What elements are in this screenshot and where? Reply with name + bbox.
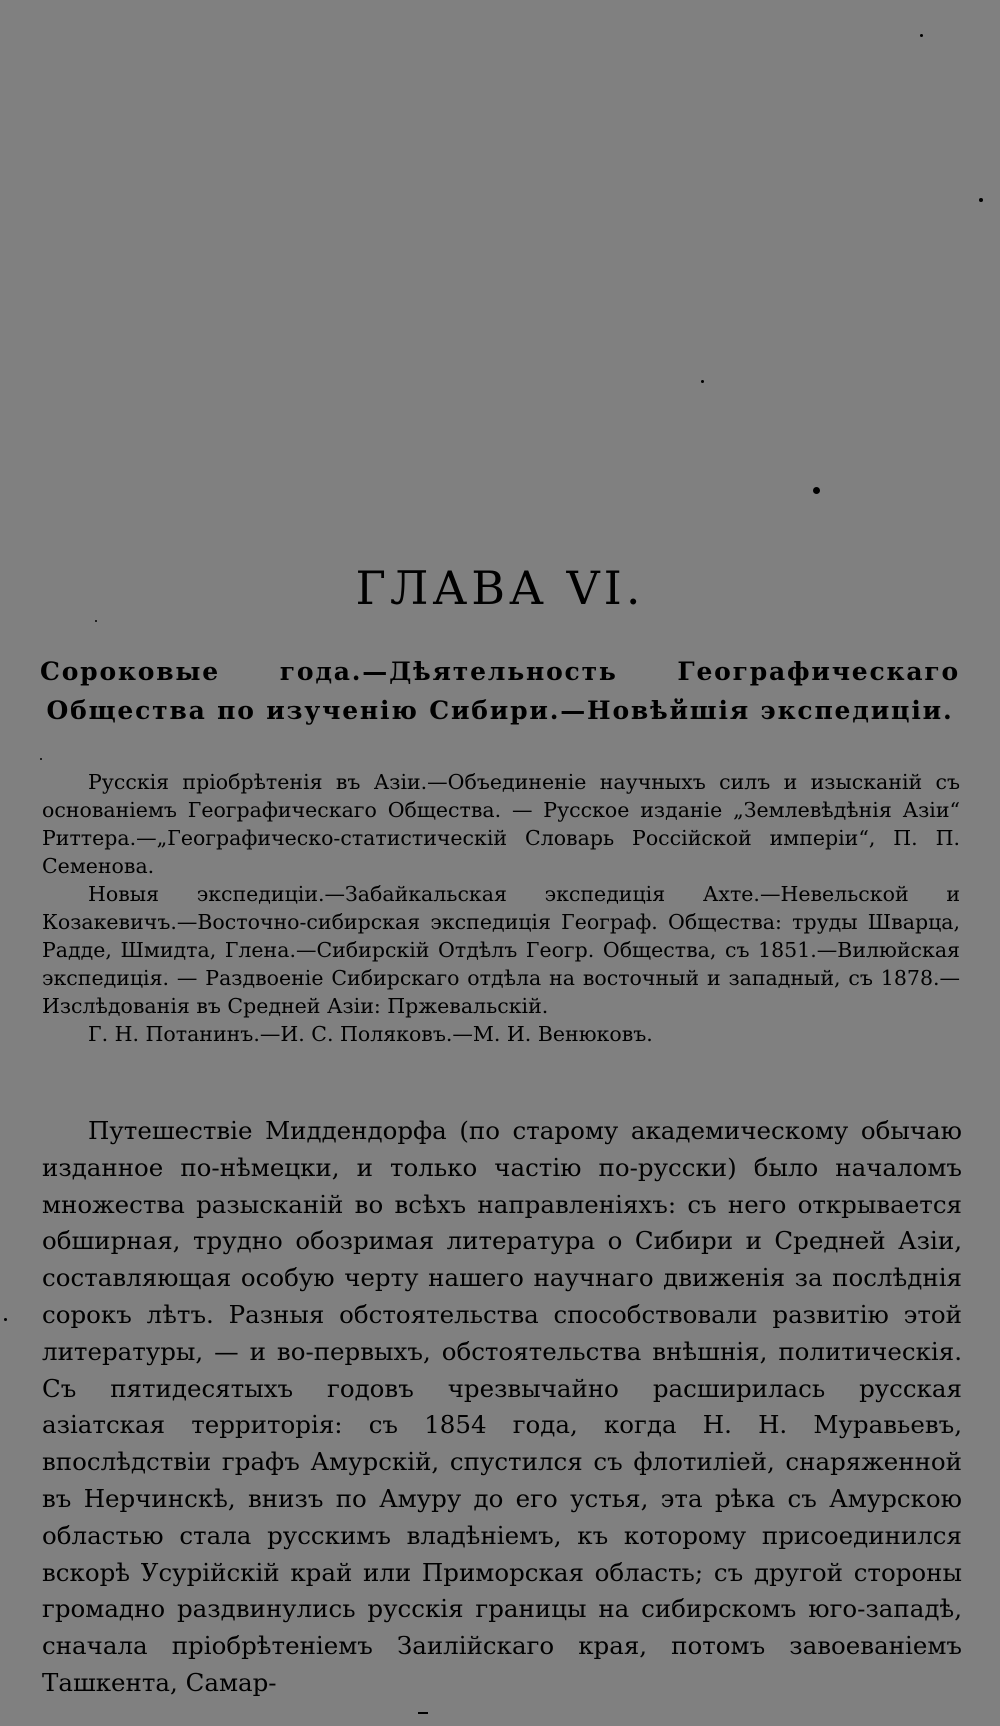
page-mark: [418, 1712, 428, 1714]
chapter-subtitle: Сороковые года.—Дѣятельность Географическаго Общества по изученію Сибири.—Новѣйшія экспедиціи.: [40, 657, 960, 725]
print-speck: [95, 620, 97, 622]
chapter-title: ГЛАВА VI.: [355, 561, 645, 615]
summary-paragraph: Новыя экспедиціи.—Забайкальская экспедиція Ахте.—Невельской и Козакевичъ.—Восточно-сибирская экспедиція Географ. Общества: труды Шварца, Радде, Шмидта, Глена.—Сибирскій Отдѣлъ Геогр. Общества, съ 1851.—Вилюйская экспедиція. — Раздвоеніе Сибирскаго отдѣла на восточный и западный, съ 1878.—Изслѣдованія въ Средней Азіи: Пржевальскій.: [42, 882, 960, 1018]
chapter-summary: [42, 768, 960, 1048]
print-speck: [4, 1318, 7, 1321]
print-speck: [920, 34, 923, 37]
print-speck: [813, 487, 820, 494]
print-speck: [701, 380, 704, 383]
body-paragraph: Путешествіе Миддендорфа (по старому академическому обычаю изданное по-нѣмецки, и только частію по-русски) было началомъ множества разысканій во всѣхъ направленіяхъ: съ него открывается обширная, трудно обозримая литература о Сибири и Средней Азіи, составляющая особую черту нашего научнаго движенія за послѣднія сорокъ лѣтъ. Разныя обстоятельства способствовали развитію этой литературы, — и во-первыхъ, обстоятельства внѣшнія, политическія. Съ пятидесятыхъ годовъ чрезвычайно расширилась русская азіатская территорія: съ 1854 года, когда Н. Н. Муравьевъ, впослѣдствіи графъ Амурскій, спустился съ флотиліей, снаряженной въ Нерчинскѣ, внизъ по Амуру до его устья, эта рѣка съ Амурскою областью стала русскимъ владѣніемъ, къ которому присоединился вскорѣ Усурійскій край или Приморская область; съ другой стороны громадно раздвинулись русскія границы на сибирскомъ юго-западѣ, сначала пріобрѣтеніемъ Заилійскаго края, потомъ завоеваніемъ Ташкента, Самар-: [42, 1116, 962, 1697]
body-text: [42, 1113, 962, 1702]
print-speck: [40, 758, 42, 760]
print-speck: [979, 198, 983, 202]
summary-paragraph: Русскія пріобрѣтенія въ Азіи.—Объединеніе научныхъ силъ и изысканій съ основаніемъ Географическаго Общества. — Русское изданіе „Землевѣдѣнія Азіи“ Риттера.—„Географическо-статистическій Словарь Россійской имперіи“, П. П. Семенова.: [42, 770, 960, 878]
summary-paragraph: Г. Н. Потанинъ.—И. С. Поляковъ.—М. И. Венюковъ.: [88, 1022, 653, 1046]
